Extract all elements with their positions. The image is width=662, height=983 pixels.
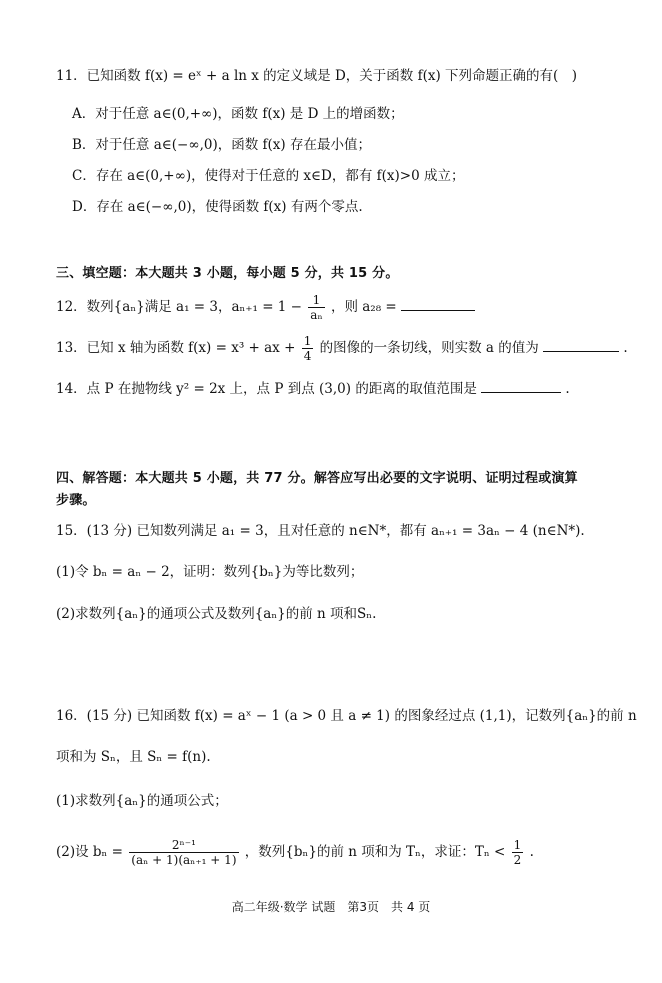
question-16-main-fraction <box>129 838 238 867</box>
fraction-numerator: 1 <box>513 838 522 852</box>
answer-blank <box>481 378 561 393</box>
fraction-numerator: 1 <box>308 293 324 308</box>
section-4-title-line-1: 四、解答题：本大题共 5 小题，共 77 分。解答应写出必要的文字说明、证明过程或演算 <box>56 471 578 486</box>
page-footer: 高二年级·数学 试题 第3页 共 4 页 <box>231 900 431 914</box>
question-14-text: 14．点 P 在抛物线 y² = 2x 上，点 P 到点 (3,0) 的距离的取值范围是 <box>56 381 477 397</box>
question-13-text-after: 的图像的一条切线，则实数 a 的值为 <box>319 340 539 356</box>
fraction-denominator: (aₙ + 1)(aₙ₊₁ + 1) <box>131 853 237 867</box>
question-15-part-2: (2)求数列{aₙ}的通项公式及数列{aₙ}的前 n 项和Sₙ. <box>56 606 377 622</box>
question-16-bound-fraction <box>512 838 524 867</box>
question-11-option-d: D．存在 a∈(−∞,0)，使得函数 f(x) 有两个零点. <box>72 199 363 215</box>
question-16-stem-line-2: 项和为 Sₙ，且 Sₙ = f(n). <box>56 749 211 765</box>
question-11-option-c: C．存在 a∈(0,+∞)，使得对于任意的 x∈D，都有 f(x)>0 成立； <box>72 168 465 184</box>
fraction-numerator: 2ⁿ⁻¹ <box>129 838 238 853</box>
question-12-text: 12．数列{aₙ}满足 a₁ = 3，aₙ₊₁ = 1 − <box>56 299 302 315</box>
question-13-end: . <box>623 340 628 356</box>
fraction-denominator: aₙ <box>310 308 323 322</box>
question-15-part-1: (1)令 bₙ = aₙ − 2，证明：数列{bₙ}为等比数列； <box>56 564 364 580</box>
question-13 <box>56 334 628 363</box>
question-16-part-2-end: . <box>529 844 534 860</box>
fraction-numerator: 1 <box>303 334 312 348</box>
question-12-text-after: ，则 a₂₈ = <box>330 299 397 315</box>
question-13-fraction <box>302 334 314 363</box>
fraction-denominator: 2 <box>513 853 522 867</box>
question-16-part-2-text: (2)设 bₙ = <box>56 844 123 860</box>
question-16-stem-line-1: 16．(15 分) 已知函数 f(x) = aˣ − 1 (a > 0 且 a ≠ 1) 的图象经过点 (1,1)，记数列{aₙ}的前 n <box>56 708 637 724</box>
question-13-text: 13．已知 x 轴为函数 f(x) = x³ + ax + <box>56 340 296 356</box>
question-11-stem: 11．已知函数 f(x) = eˣ + a ln x 的定义域是 D，关于函数 f(x) 下列命题正确的有( ) <box>56 68 578 84</box>
question-14-end: . <box>565 381 570 397</box>
section-4-title-line-2: 步骤。 <box>56 493 96 508</box>
answer-blank <box>401 296 475 311</box>
answer-blank <box>543 337 619 352</box>
question-16-part-2-mid: ，数列{bₙ}的前 n 项和为 Tₙ，求证：Tₙ < <box>244 844 506 860</box>
question-11-option-a: A．对于任意 a∈(0,+∞)，函数 f(x) 是 D 上的增函数； <box>72 106 404 122</box>
section-3-title: 三、填空题：本大题共 3 小题，每小题 5 分，共 15 分。 <box>56 266 399 281</box>
question-12 <box>56 293 475 322</box>
question-16-part-2 <box>56 838 534 867</box>
question-14 <box>56 378 570 399</box>
question-16-part-1: (1)求数列{aₙ}的通项公式； <box>56 793 228 809</box>
question-11-option-b: B．对于任意 a∈(−∞,0)，函数 f(x) 存在最小值； <box>72 137 371 153</box>
question-15-stem: 15．(13 分) 已知数列满足 a₁ = 3，且对任意的 n∈N*，都有 aₙ₊₁ = 3aₙ − 4 (n∈N*). <box>56 523 585 539</box>
question-12-fraction <box>308 293 324 322</box>
fraction-denominator: 4 <box>303 349 312 363</box>
